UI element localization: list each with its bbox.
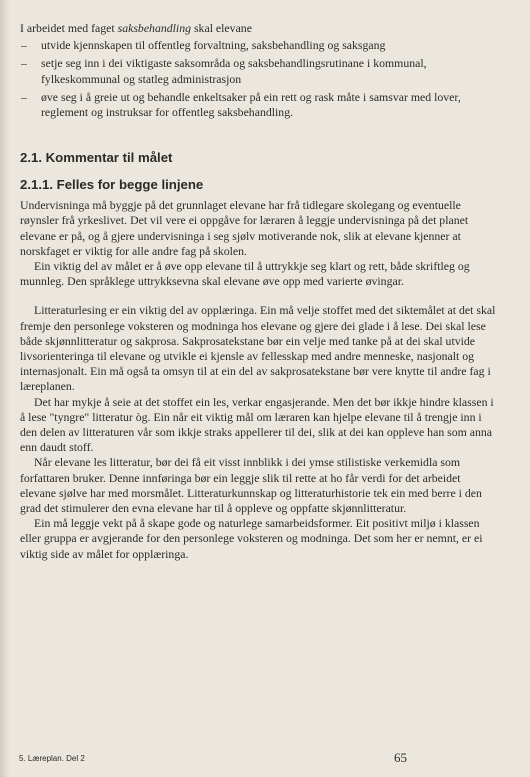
body-paragraph: Det har mykje å seie at det stoffet ein les, verkar engasjerande. Men det bør ikkje hindre klassen i å lese "tyngre" litteratur òg. Ein når eit viktig mål om læraren kan hjelpe elevane til å trengje inn i den delen av litteraturen vår som ikkje straks appellerer til dei, slik at dei kan oppleve han som anna enn daudt stoff. (20, 394, 494, 455)
page-number: 65 (394, 750, 407, 765)
section-heading: 2.1. Kommentar til målet (20, 150, 173, 166)
dash-marker: – (21, 56, 27, 71)
goal-text: øve seg i å greie ut og behandle enkeltsaker på ein rett og rask måte i samsvar med lover, reglement og instruksar for offentleg saksbehandling. (41, 89, 461, 120)
goal-list (20, 38, 498, 120)
goal-text: utvide kjennskapen til offentleg forvaltning, saksbehandling og saksgang (41, 38, 386, 53)
body-paragraph: Når elevane les litteratur, bør dei få eit visst innblikk i dei ymse stilistiske verkemidla som forfattaren bruker. Denne innføringa bør ein leggje slik til rette at ho får verdi for det arbeidet elevane sjølve har med morsmålet. Litteraturkunnskap og litteraturhistorie tek ein med berre i den grad det stimulerer den evna elevane har til å oppleve og oppfatte skjønnlitteratur. (20, 455, 482, 516)
page-shadow-edge (0, 0, 10, 777)
intro-italic-term: saksbehandling (117, 21, 192, 35)
intro-text-end: skal elevane (191, 21, 252, 35)
dash-marker: – (21, 89, 27, 104)
body-paragraph: Ein må leggje vekt på å skape gode og naturlege samarbeidsformer. Eit positivt miljø i klassen eller gruppa er avgjerande for den personlege voksteren og modninga. Det som her er nemnt, er ei viktig side av målet for opplæringa. (20, 516, 483, 561)
body-paragraph: Litteraturlesing er ein viktig del av opplæringa. Ein må velje stoffet med det siktemålet at det skal fremje den personlege voksteren og modninga hos elevane og gjere dei glade i å lese. Dei skal lese både skjønnlitteratur og sakprosa. Sakprosatekstane bør ein velje med tanke på at dei skal utvide livsorienteringa til elevane og utvikle ei kjensle av fellesskap med andre menneske, nasjonalt og internasjonalt. Ein må også ta omsyn til at ein del av sakprosatekstane bør vere knytte til andre fag i læreplanen. (20, 303, 496, 394)
page-footer (19, 750, 509, 770)
subsection-heading: 2.1.1. Felles for begge linjene (20, 177, 204, 193)
body-paragraph: Undervisninga må byggje på det grunnlaget elevane har frå tidlegare skolegang og eventuelle røynsler frå yrkeslivet. Det vil vere ei oppgåve for læraren å leggje undervisninga på det planet elevane er på, og å gjere undervisninga i seg sjølv motiverande nok, slik at elevane kjenner at norskfaget er viktig for alle andre fag på skolen. (20, 198, 469, 258)
intro-sentence (20, 21, 498, 36)
body-paragraph: Ein viktig del av målet er å øve opp elevane til å uttrykkje seg klart og rett, både skriftleg og munnleg. Den språklege uttrykksevna skal elevane øve opp med varierte øvingar. (20, 259, 470, 289)
paragraph-spacer (20, 289, 498, 303)
publication-label: 5. Læreplan. Del 2 (19, 754, 85, 763)
goal-item (20, 38, 498, 53)
goal-text: setje seg inn i dei viktigaste saksområda og saksbehandlingsrutinane i kommunal, fylkeskommunal og statleg administrasjon (41, 56, 427, 86)
goal-item (20, 56, 498, 86)
page-content (20, 21, 498, 562)
dash-marker: – (21, 38, 27, 53)
intro-text-start: I arbeidet med faget (20, 21, 118, 35)
goal-item (20, 90, 498, 120)
